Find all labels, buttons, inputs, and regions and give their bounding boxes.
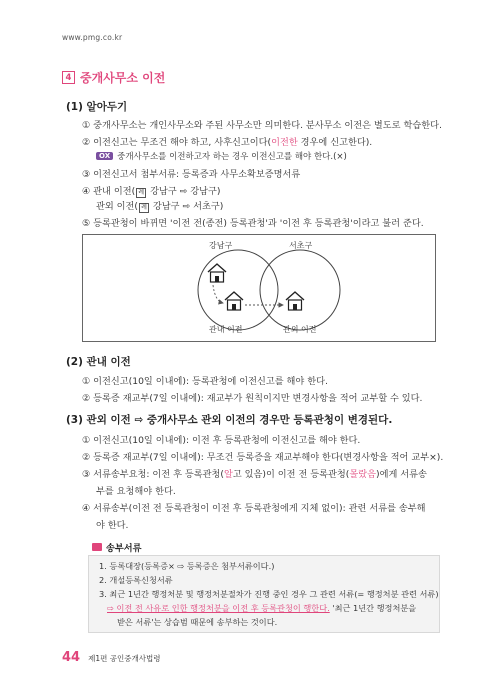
book-title: 제1편 공인중개사법령 (88, 654, 161, 663)
diagram-label-left: 강남구 (209, 241, 233, 250)
page-number: 44 (62, 650, 81, 665)
note-line-4-highlight: ⇨ 이전 전 사유로 인한 행정처분을 이전 후 등록관청이 행한다. (107, 603, 330, 613)
ox-badge: OX (96, 152, 113, 160)
diagram-svg (83, 235, 437, 343)
diagram-label-internal: 관내 이전 (209, 325, 243, 334)
s3-item-3a-highlight-1: 알 (223, 469, 233, 480)
s1-item-4a-pre: ④ 관내 이전( (82, 186, 136, 197)
note-line-4-text: '최근 1년간 행정처분을 (329, 603, 417, 613)
s1-item-4b-pre: 관외 이전( (96, 201, 139, 212)
subsection-title-2: (2) 관내 이전 (66, 356, 131, 368)
s3-item-4a: ④ 서류송부(이전 전 등록관청이 이전 후 등록관청에게 지체 없이): 관련 서류를 송부해 (82, 503, 426, 514)
s3-item-3b: 부를 요청해야 한다. (96, 486, 176, 497)
s1-item-4b-post: 강남구 ⇨ 서초구) (150, 201, 224, 212)
s1-item-2-highlight: 이전한 (271, 137, 298, 148)
example-icon: 례 (136, 188, 146, 198)
s1-item-3: ③ 이전신고서 첨부서류: 등록증과 사무소확보증명서류 (82, 169, 301, 180)
s3-item-3a-mid: 고 있음)이 이전 전 등록관청( (232, 469, 350, 480)
note-line-4 (107, 603, 416, 614)
page-footer (62, 650, 160, 665)
s1-item-4a (82, 183, 220, 198)
s1-item-2-text-c: 경우에 신고한다). (297, 137, 373, 148)
s1-item-4a-post: 강남구 ⇨ 강남구) (147, 186, 221, 197)
s2-item-2: ② 등록증 재교부(7일 이내에): 재교부가 원칙이지만 변경사항을 적어 교부할 수 있다. (82, 393, 423, 404)
s1-item-1: ① 중개사무소는 개인사무소와 주된 사무소만 의미한다. 분사무소 이전은 별도로 학습한다. (82, 120, 442, 131)
note-title-text: 송부서류 (106, 543, 142, 554)
s3-item-3a-post: )에게 서류송 (376, 469, 427, 480)
s1-item-2-text-a: ② 이전신고는 무조건 해야 하고, 사후신고이다( (82, 137, 272, 148)
example-icon: 례 (139, 203, 149, 213)
section-title: 중개사무소 이전 (80, 71, 166, 85)
bookmark-icon (92, 543, 102, 551)
header-url: www.pmg.co.kr (62, 33, 123, 42)
section-heading (62, 69, 165, 86)
district-circle-left (198, 250, 278, 330)
note-box (88, 555, 440, 633)
diagram-label-right: 서초구 (289, 241, 313, 250)
note-line-5: 받은 서류'는 상습범 때문에 송부하는 것이다. (117, 617, 278, 627)
note-line-1: 1. 등록대장(등록증× ⇨ 등록증은 첨부서류이다.) (99, 561, 275, 571)
subsection-title-3: (3) 관외 이전 ⇨ 중개사무소 관외 이전의 경우만 등록관청이 변경된다. (66, 414, 393, 426)
s3-item-3a (82, 466, 427, 480)
note-line-2: 2. 개설등록신청서류 (99, 575, 173, 585)
house-icon (208, 264, 226, 282)
s3-item-4b: 야 한다. (96, 520, 129, 531)
arrow-icon (213, 285, 223, 303)
house-icon (286, 292, 304, 310)
s2-item-1: ① 이전신고(10일 이내에): 등록관청에 이전신고를 해야 한다. (82, 376, 328, 387)
ox-text: 중개사무소를 이전하고자 하는 경우 이전신고를 해야 한다.(×) (117, 152, 347, 162)
s3-item-3a-highlight-2: 몰랐음 (349, 469, 376, 480)
house-icon (225, 292, 243, 310)
note-heading (92, 540, 142, 554)
s3-item-2: ② 등록증 재교부(7일 이내에): 무조건 등록증을 재교부해야 한다(변경사항을 적어 교부×). (82, 452, 444, 463)
s1-item-5: ⑤ 등록관청이 바뀌면 '이전 전(종전) 등록관청'과 '이전 후 등록관청'이라고 불러 준다. (82, 218, 424, 229)
section-number: 4 (62, 71, 75, 84)
relocation-diagram (82, 234, 436, 342)
diagram-label-external: 관외 이전 (283, 325, 317, 334)
subsection-title-1: (1) 알아두기 (66, 101, 128, 113)
s1-item-2 (82, 134, 372, 148)
ox-note (96, 150, 347, 162)
s3-item-3a-pre: ③ 서류송부요청: 이전 후 등록관청( (82, 469, 224, 480)
note-line-3: 3. 최근 1년간 행정처분 및 행정처분절차가 진행 중인 경우 그 관련 서류(= 행정처분 관련 서류) (99, 589, 439, 599)
district-circle-right (260, 250, 340, 330)
s3-item-1: ① 이전신고(10일 이내에): 이전 후 등록관청에 이전신고를 해야 한다. (82, 435, 361, 446)
s1-item-4b (96, 198, 223, 213)
